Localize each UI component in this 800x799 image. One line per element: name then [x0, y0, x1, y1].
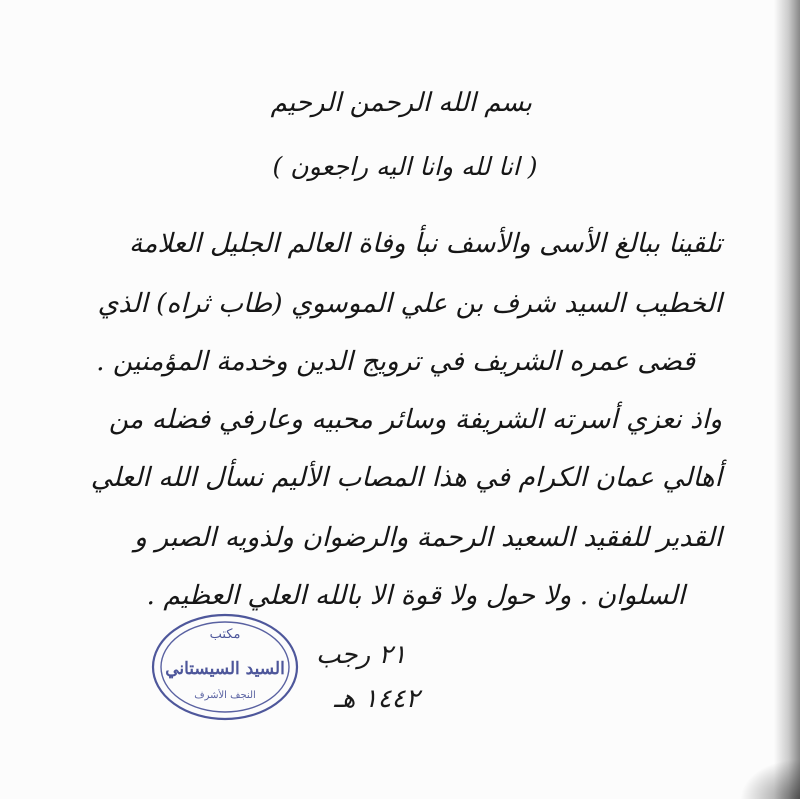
basmala: بسم الله الرحمن الرحيم: [270, 88, 532, 118]
date-year: ١٤٤٢ هـ: [334, 684, 420, 714]
seal-main-text: السيد السيستاني: [165, 659, 285, 679]
page-edge-shadow: [774, 0, 800, 799]
body-line-1: تلقينا ببالغ الأسى والأسف نبأ وفاة العالم الجليل العلامة: [128, 228, 722, 259]
office-seal-stamp: [150, 612, 300, 722]
body-line-2: الخطيب السيد شرف بن علي الموسوي (طاب ثراه) الذي: [97, 288, 722, 319]
body-line-7: السلوان . ولا حول ولا قوة الا بالله العلي العظيم .: [146, 580, 685, 611]
body-line-4: واذ نعزي أسرته الشريفة وسائر محبيه وعارفي فضله من: [108, 404, 722, 435]
page-corner-shadow: [740, 759, 800, 799]
seal-bottom-text: النجف الأشرف: [194, 690, 256, 701]
seal-top-text: مكتب: [209, 627, 241, 642]
quran-verse: ( انا لله وانا اليه راجعون ): [272, 152, 538, 181]
body-line-6: القدير للفقيد السعيد الرحمة والرضوان ولذويه الصبر و: [134, 522, 722, 553]
date-day: ٢١ رجب: [316, 640, 407, 670]
body-line-3: قضى عمره الشريف في ترويج الدين وخدمة المؤمنين .: [96, 346, 695, 377]
body-line-5: أهالي عمان الكرام في هذا المصاب الأليم نسأل الله العلي: [90, 462, 722, 493]
